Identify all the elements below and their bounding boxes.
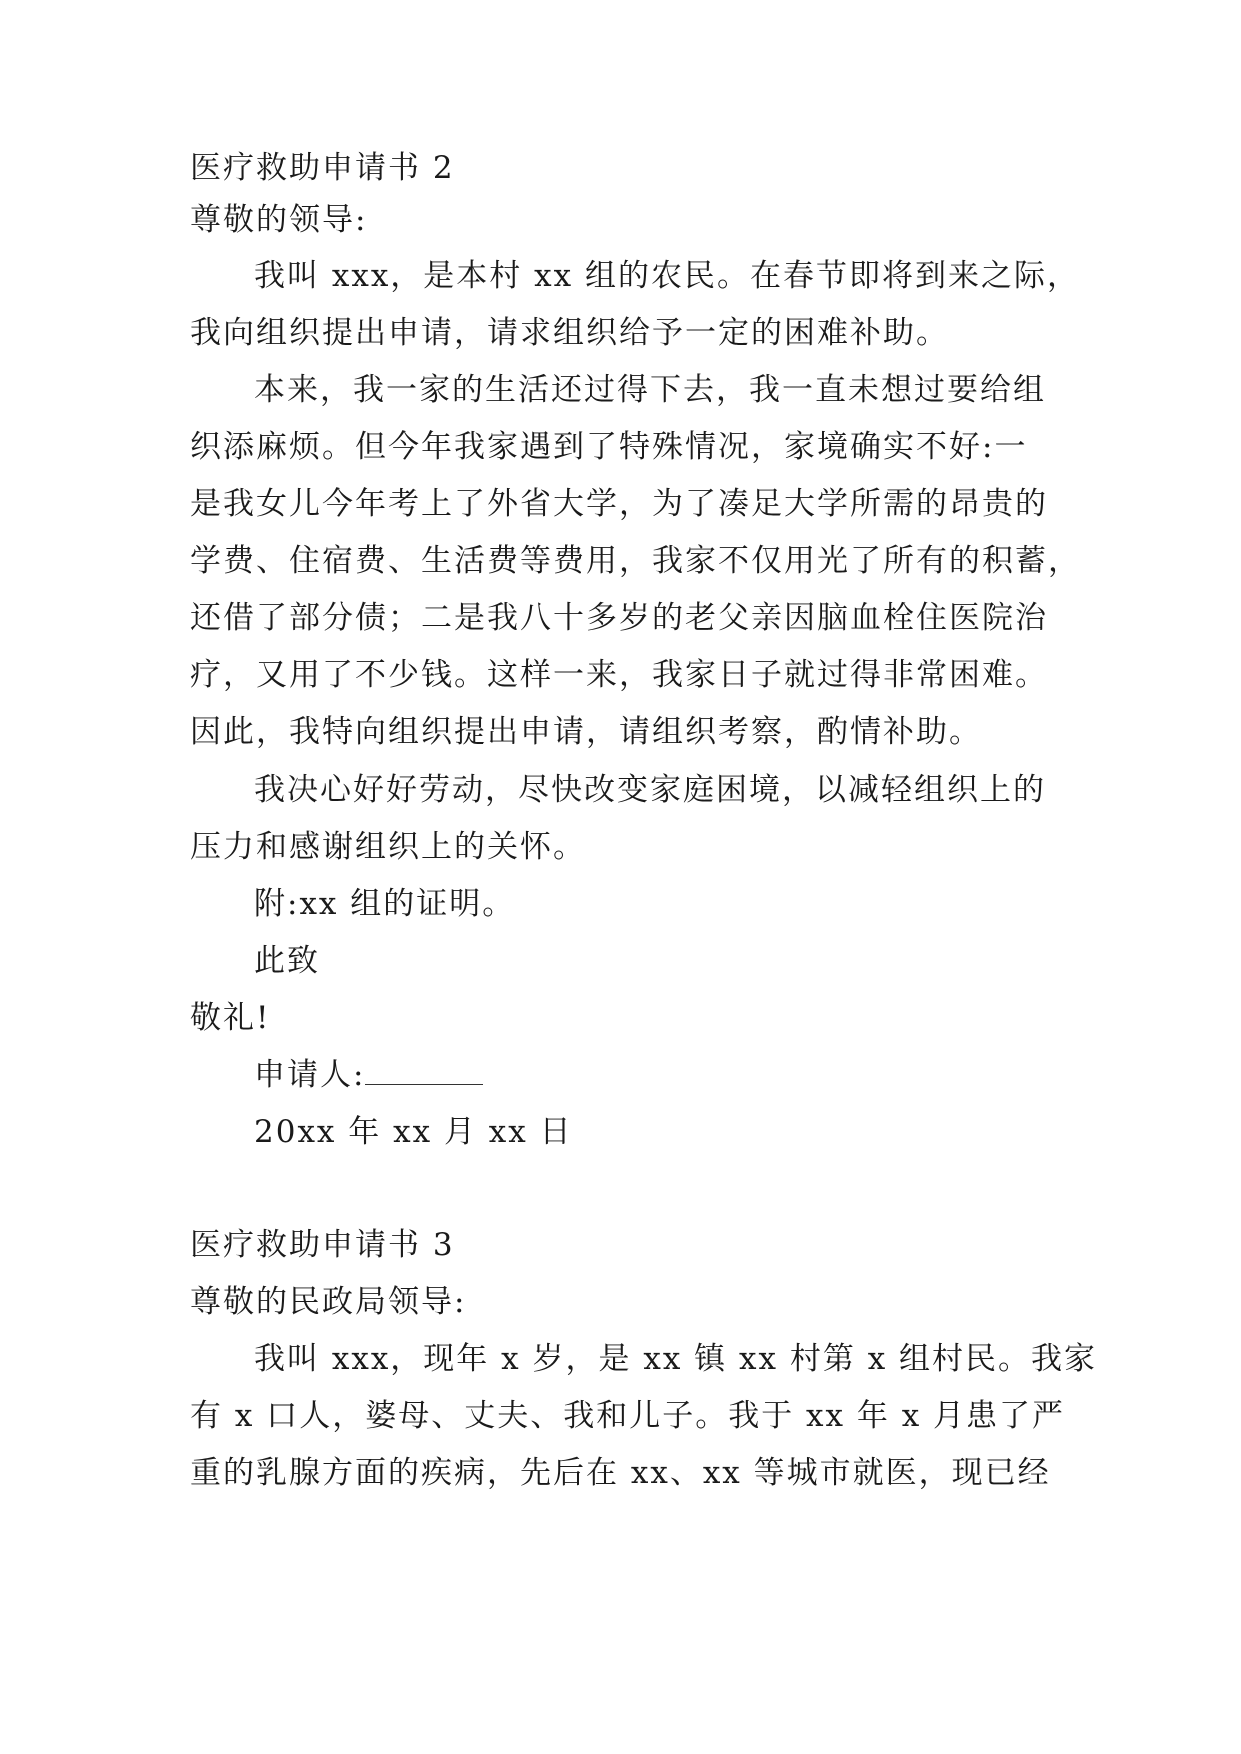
letter3-salutation: 尊敬的民政局领导:	[190, 1284, 467, 1320]
letter2-applicant	[254, 1055, 483, 1095]
applicant-label: 申请人:	[254, 1057, 366, 1093]
letter2-closing1: 此致	[254, 943, 320, 979]
letter3-para1-line2: 有 x 口人，婆母、丈夫、我和儿子。我于 xx 年 x 月患了严	[190, 1398, 1066, 1434]
applicant-signature-blank	[365, 1062, 483, 1085]
letter2-date: 20xx 年 xx 月 xx 日	[254, 1114, 573, 1150]
letter3-title: 医疗救助申请书 3	[190, 1227, 455, 1263]
letter2-para3-line1: 我决心好好劳动，尽快改变家庭困境，以减轻组织上的	[254, 772, 1046, 808]
letter2-para1-line1: 我叫 xxx，是本村 xx 组的农民。在春节即将到来之际，	[254, 258, 1080, 294]
letter2-para2-line6: 疗，又用了不少钱。这样一来，我家日子就过得非常困难。	[190, 657, 1048, 693]
letter2-title: 医疗救助申请书 2	[190, 150, 455, 186]
letter2-attachment: 附:xx 组的证明。	[254, 886, 516, 922]
letter2-para2-line3: 是我女儿今年考上了外省大学，为了凑足大学所需的昂贵的	[190, 486, 1048, 522]
letter3-para1-line3: 重的乳腺方面的疾病，先后在 xx、xx 等城市就医，现已经	[190, 1455, 1051, 1491]
letter2-salutation: 尊敬的领导:	[190, 202, 368, 238]
letter3-para1-line1: 我叫 xxx，现年 x 岁，是 xx 镇 xx 村第 x 组村民。我家	[254, 1341, 1098, 1377]
letter2-para2-line2: 织添麻烦。但今年我家遇到了特殊情况，家境确实不好:一	[190, 429, 1028, 465]
letter2-para2-line1: 本来，我一家的生活还过得下去，我一直未想过要给组	[254, 372, 1046, 408]
letter2-para2-line5: 还借了部分债；二是我八十多岁的老父亲因脑血栓住医院治	[190, 600, 1048, 636]
letter2-para2-line4: 学费、住宿费、生活费等费用，我家不仅用光了所有的积蓄，	[190, 543, 1081, 579]
letter2-closing2: 敬礼!	[190, 1000, 271, 1036]
letter2-para3-line2: 压力和感谢组织上的关怀。	[190, 829, 586, 865]
letter2-para1-line2: 我向组织提出申请，请求组织给予一定的困难补助。	[190, 315, 949, 351]
letter2-para2-line7: 因此，我特向组织提出申请，请组织考察，酌情补助。	[190, 714, 982, 750]
